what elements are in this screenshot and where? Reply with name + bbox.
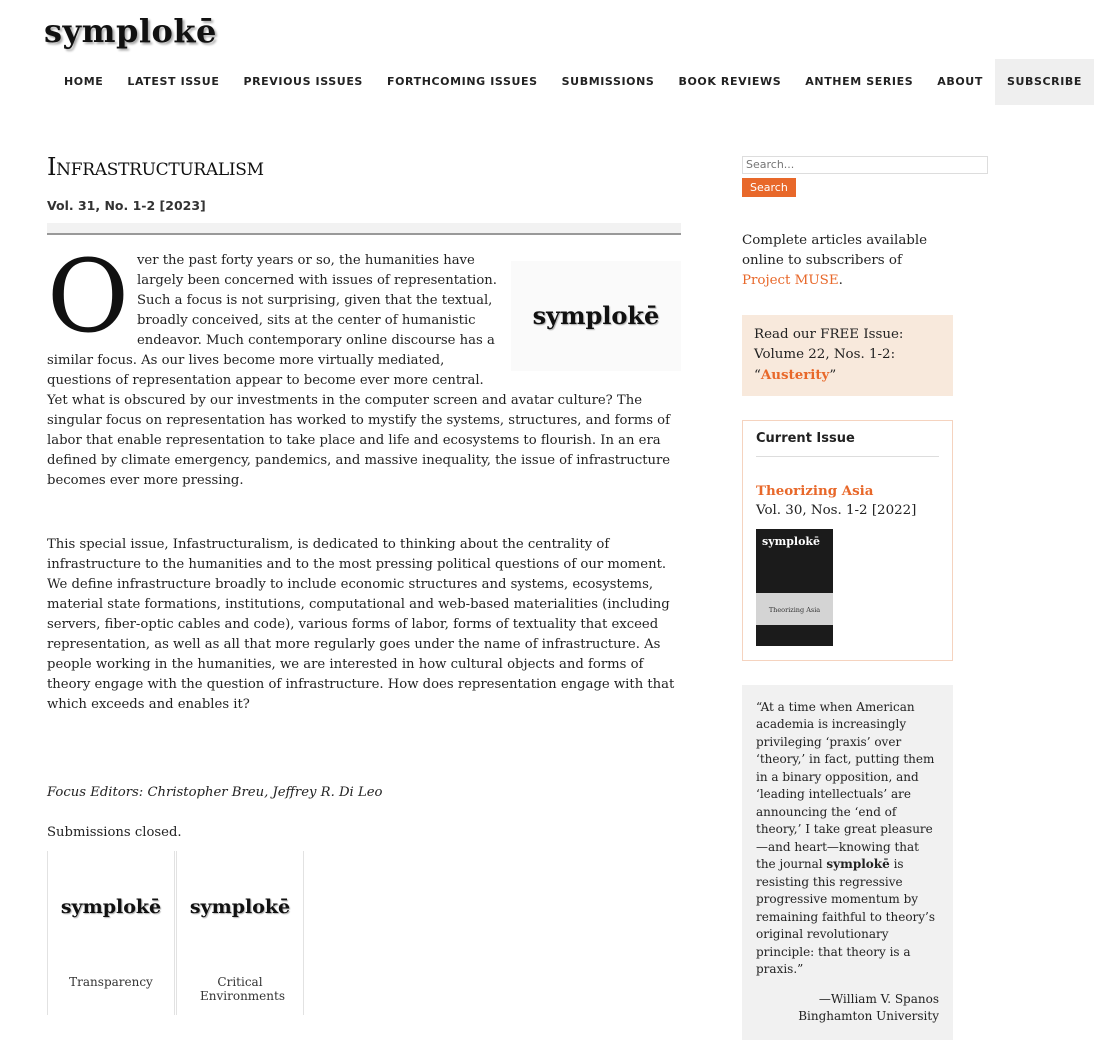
nav-subscribe[interactable]: SUBSCRIBE (995, 59, 1094, 105)
site-logo[interactable]: symplokē (44, 12, 217, 50)
related-issue-logo: symplokē (60, 896, 162, 918)
focus-editors: Focus Editors: Christopher Breu, Jeffrey R. Di Leo (47, 785, 383, 800)
nav-latest-issue[interactable]: LATEST ISSUE (127, 75, 220, 88)
nav-anthem-series[interactable]: ANTHEM SERIES (805, 75, 914, 88)
article-paragraph-1: ver the past forty years or so, the humanities have largely been concerned with issues of representation. Such a focus is not surprising, given that the textual, broadly conceived, sits at the center of humanistic endeavor. Much contemporary online discourse has a similar focus. As our lives become more virtually mediated, questions of representation appear to become ever more central. Yet what is obscured by our investments in the computer screen and avatar culture? The singular focus on representation has worked to mystify the systems, structures, and forms of labor that enable representation to take place and life and ecosystems to flourish. In an era defined by climate emergency, pandemics, and massive inequality, the issue of infrastructure becomes ever more pressing. (47, 253, 671, 488)
quote-affiliation: Binghamton University (798, 1009, 939, 1023)
dropcap-letter: O (47, 238, 129, 355)
article-figure (511, 261, 681, 371)
project-muse-link[interactable]: Project MUSE (742, 272, 839, 288)
current-issue-title-link[interactable]: Theorizing Asia (756, 482, 874, 499)
search-input[interactable] (742, 156, 988, 174)
free-issue-end: ” (829, 367, 837, 383)
current-issue-box (742, 420, 953, 661)
free-issue-text: Read our FREE Issue: Volume 22, Nos. 1-2: “ (754, 326, 904, 383)
current-issue-cover[interactable] (756, 529, 833, 646)
austerity-link[interactable]: Austerity (760, 366, 830, 383)
title-divider (47, 223, 681, 235)
figure-logo: symplokē (532, 301, 660, 330)
muse-text: Complete articles available online to subscribers of (742, 232, 928, 268)
nav-submissions[interactable]: SUBMISSIONS (561, 75, 655, 88)
nav-forthcoming-issues[interactable]: FORTHCOMING ISSUES (386, 75, 538, 88)
article-body (47, 238, 681, 1015)
quote-author: —William V. Spanos (818, 991, 939, 1006)
article-paragraph-2: This special issue, Infastructuralism, is dedicated to thinking about the centrality of infrastructure to the humanities and to the most pressing political questions of our moment. We define infrastructure broadly to include economic structures and systems, ecosystems, material state formations, institutions, computational and web-based materialities (including servers, fiber-optic cables and code), various forms of labor, forms of textuality that exceed representation, as well as all that more regularly goes under the name of infrastructure. As people working in the humanities, we are interested in how cultural objects and forms of theory engage with the question of infrastructure. How does representation engage with that which exceeds and enables it? (47, 537, 675, 712)
related-issue-card[interactable] (176, 851, 304, 1015)
search-button[interactable]: Search (742, 178, 796, 197)
muse-notice (742, 231, 953, 291)
related-issue-card[interactable] (47, 851, 175, 1015)
quote-text-b: is resisting this regressive progressive momentum by remaining faithful to theory’s original revolutionary principle: that theory is a praxis.” (756, 857, 936, 976)
muse-end: . (838, 272, 843, 288)
quote-journal-name: symplokē (826, 857, 890, 871)
main-nav (52, 59, 1094, 105)
related-issues (47, 851, 681, 1015)
sidebar (742, 153, 953, 1040)
nav-about[interactable]: ABOUT (937, 75, 983, 88)
current-issue-heading: Current Issue (756, 431, 939, 457)
main-content (47, 150, 681, 1015)
submissions-status: Submissions closed. (47, 825, 182, 840)
cover-title: Theorizing Asia (768, 605, 821, 614)
nav-book-reviews[interactable]: BOOK REVIEWS (678, 75, 782, 88)
related-issue-caption[interactable]: Transparency (69, 975, 153, 989)
quote-text-a: “At a time when American academia is increasingly privileging ‘praxis’ over ‘theory,’ in fact, putting them in a binary opposition, and ‘leading intellectuals’ are announcing the ‘end of theory,’ I take great pleasure—and heart—knowing that the journal (756, 699, 935, 871)
nav-previous-issues[interactable]: PREVIOUS ISSUES (243, 75, 363, 88)
issue-volume: Vol. 31, No. 1-2 [2023] (47, 198, 206, 213)
current-issue-volume: Vol. 30, Nos. 1-2 [2022] (756, 502, 917, 518)
free-issue-box (742, 315, 953, 396)
cover-logo: symplokē (762, 534, 821, 548)
nav-home[interactable]: HOME (64, 75, 104, 88)
testimonial-quote (742, 685, 953, 1040)
related-issue-caption[interactable]: Critical Environments (200, 975, 285, 1003)
related-issue-logo: symplokē (189, 896, 291, 918)
page-title: Infrastructuralism (47, 153, 264, 181)
quote-attribution (756, 991, 939, 1026)
